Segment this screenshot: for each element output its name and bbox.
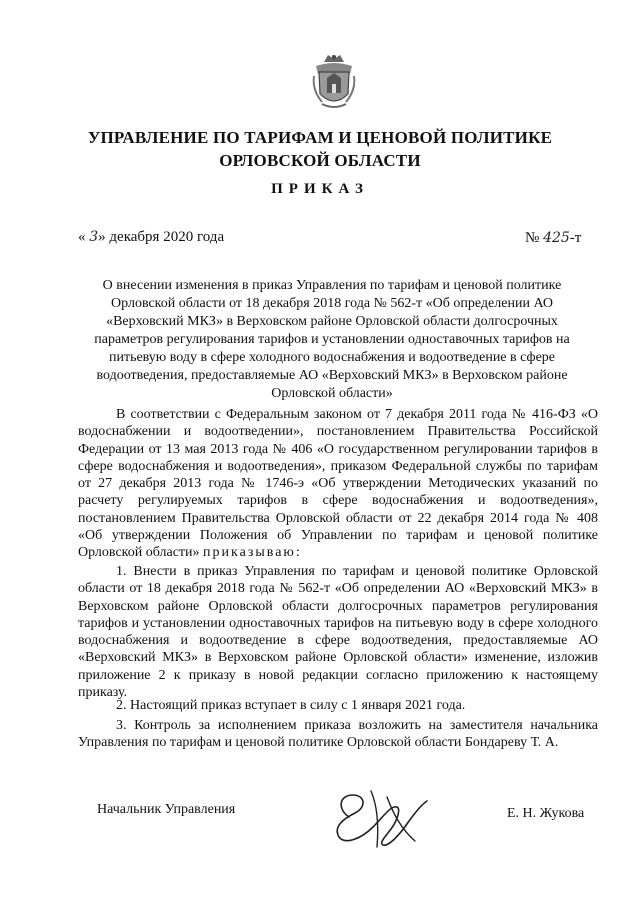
document-type: ПРИКАЗ [271,181,369,197]
coat-of-arms-icon [310,52,358,112]
number-suffix: -т [569,230,582,246]
basis-text: В соответствии с Федеральным законом от 7 декабря 2011 года № 416-ФЗ «О водоснабжении и водоотведении», постановлением Правительства Российской Федерации от 13 мая 2013 года № 406 «О государственном регулировании тарифов в сфере водоснабжения и водоотведения», приказом Федеральной службы по тарифам от 27 декабря 2013 года № 1746-э «Об утверждении Методических указаний по расчету регулируемых тарифов в сфере водоснабжения и водоотведения», постановлением Правительства Орловской области от 22 декабря 2014 года № 408 «Об утверждении Положения об Управлении по тарифам и ценовой политике Орловской области» [78,407,598,561]
order-item-1: 1. Внести в приказ Управления по тарифам и ценовой политике Орловской области от 18 декабря 2018 года № 562-т «Об определении АО «Верховский МКЗ» в Верховском районе Орловской области долгосрочных параметров регулирования тарифов и установлении одноставочных тарифов на питьевую воду в сфере холодного водоснабжения и водоотведение в сфере водоотведения, предоставляемые АО «Верховский МКЗ» в Верховском районе Орловской области» изменение, изложив приложение 2 к приказу в новой редакции согласно приложению к настоящему приказу. [78,564,598,701]
signer-name: Е. Н. Жукова [507,806,585,821]
date-open-quote: « [78,229,86,245]
document-date [78,229,224,246]
document-number [525,230,581,247]
number-prefix: № [525,230,540,246]
organization-title-line2: ОРЛОВСКОЙ ОБЛАСТИ [219,151,421,170]
order-item-3: 3. Контроль за исполнением приказа возложить на заместителя начальника Управления по тарифам и ценовой политике Орловской области Бондареву Т. А. [78,718,598,751]
document-subject: О внесении изменения в приказ Управления по тарифам и ценовой политике Орловской области от 18 декабря 2018 года № 562-т «Об определении АО «Верховский МКЗ» в Верховском районе Орловской области долгосрочных параметров регулирования тарифов и установлении одноставочных тарифов на питьевую воду в сфере холодного водоснабжения и водоотведение в сфере водоотведения, предоставляемые АО «Верховский МКЗ» в Верховском районе Орловской области» [94,278,570,401]
organization-title-line1: УПРАВЛЕНИЕ ПО ТАРИФАМ И ЦЕНОВОЙ ПОЛИТИКЕ [87,128,553,147]
order-item-2: 2. Настоящий приказ вступает в силу с 1 января 2021 года. [116,698,466,713]
number-value: 425 [543,230,570,246]
signer-position: Начальник Управления [97,802,236,817]
handwritten-signature [327,783,437,853]
date-day: 3 [89,229,99,245]
order-word: приказываю: [203,545,302,561]
date-rest: » декабря 2020 года [98,229,225,245]
basis-paragraph [78,406,598,562]
